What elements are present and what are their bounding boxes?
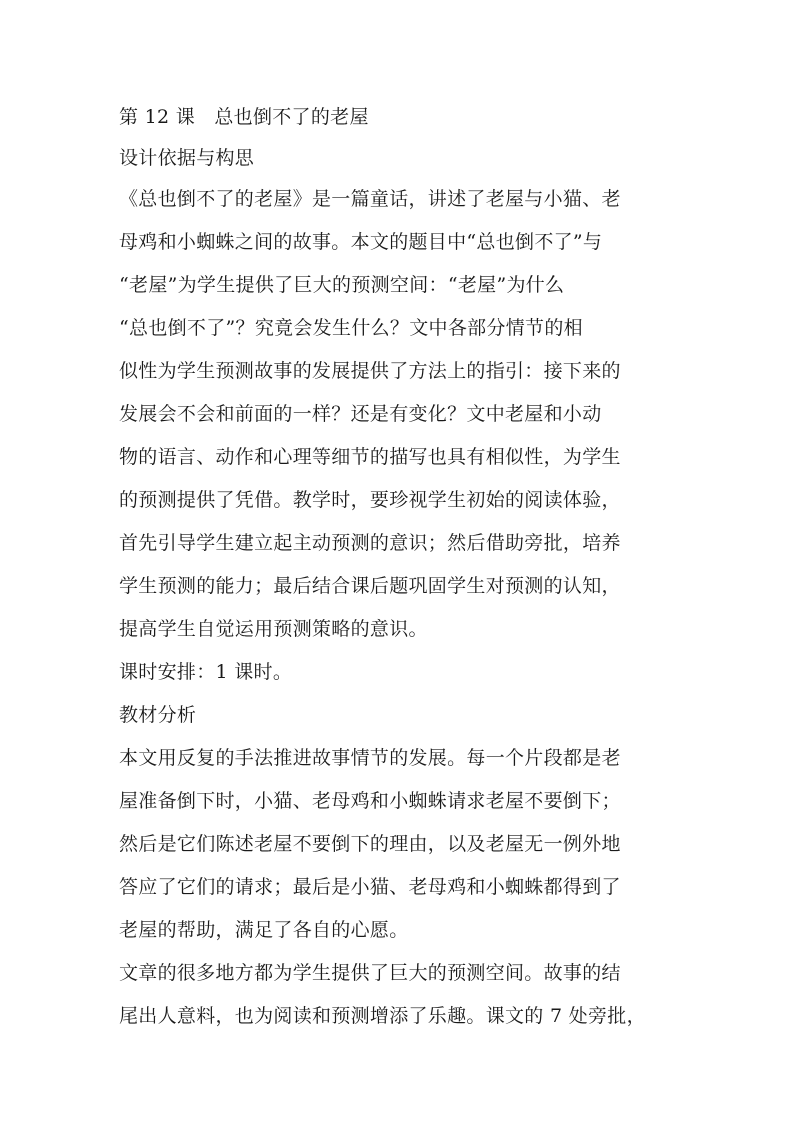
paragraph-line: 《总也倒不了的老屋》是一篇童话，讲述了老屋与小猫、老 [119,188,621,210]
paragraph-line: 提高学生自觉运用预测策略的意识。 [119,618,428,640]
paragraph-line: 似性为学生预测故事的发展提供了方法上的指引：接下来的 [119,360,621,382]
paragraph-line: 学生预测的能力；最后结合课后题巩固学生对预测的认知， [119,575,621,597]
section-heading-analysis: 教材分析 [119,704,197,726]
paragraph-line: 文章的很多地方都为学生提供了巨大的预测空间。故事的结 [119,962,621,984]
paragraph-line: 尾出人意料，也为阅读和预测增添了乐趣。课文的 7 处旁批， [119,1005,646,1027]
paragraph-line: 屋准备倒下时，小猫、老母鸡和小蜘蛛请求老屋不要倒下； [119,790,621,812]
paragraph-line: 发展会不会和前面的一样？还是有变化？文中老屋和小动 [119,403,602,425]
paragraph-line: 首先引导学生建立起主动预测的意识；然后借助旁批，培养 [119,532,621,554]
paragraph-line: 然后是它们陈述老屋不要倒下的理由，以及老屋无一例外地 [119,833,621,855]
paragraph-line: 老屋的帮助，满足了各自的心愿。 [119,919,409,941]
paragraph-line: “老屋”为学生提供了巨大的预测空间：“老屋”为什么 [119,274,565,296]
schedule-line: 课时安排：1 课时。 [119,661,293,683]
paragraph-line: 母鸡和小蜘蛛之间的故事。本文的题目中“总也倒不了”与 [119,231,603,253]
paragraph-line: “总也倒不了”？究竟会发生什么？文中各部分情节的相 [119,317,583,339]
paragraph-line: 的预测提供了凭借。教学时，要珍视学生初始的阅读体验， [119,489,621,511]
paragraph-line: 物的语言、动作和心理等细节的描写也具有相似性，为学生 [119,446,621,468]
paragraph-line: 答应了它们的请求；最后是小猫、老母鸡和小蜘蛛都得到了 [119,876,621,898]
section-heading-design: 设计依据与构思 [119,147,255,169]
paragraph-line: 本文用反复的手法推进故事情节的发展。每一个片段都是老 [119,747,621,769]
lesson-title: 第 12 课 总也倒不了的老屋 [119,106,369,128]
